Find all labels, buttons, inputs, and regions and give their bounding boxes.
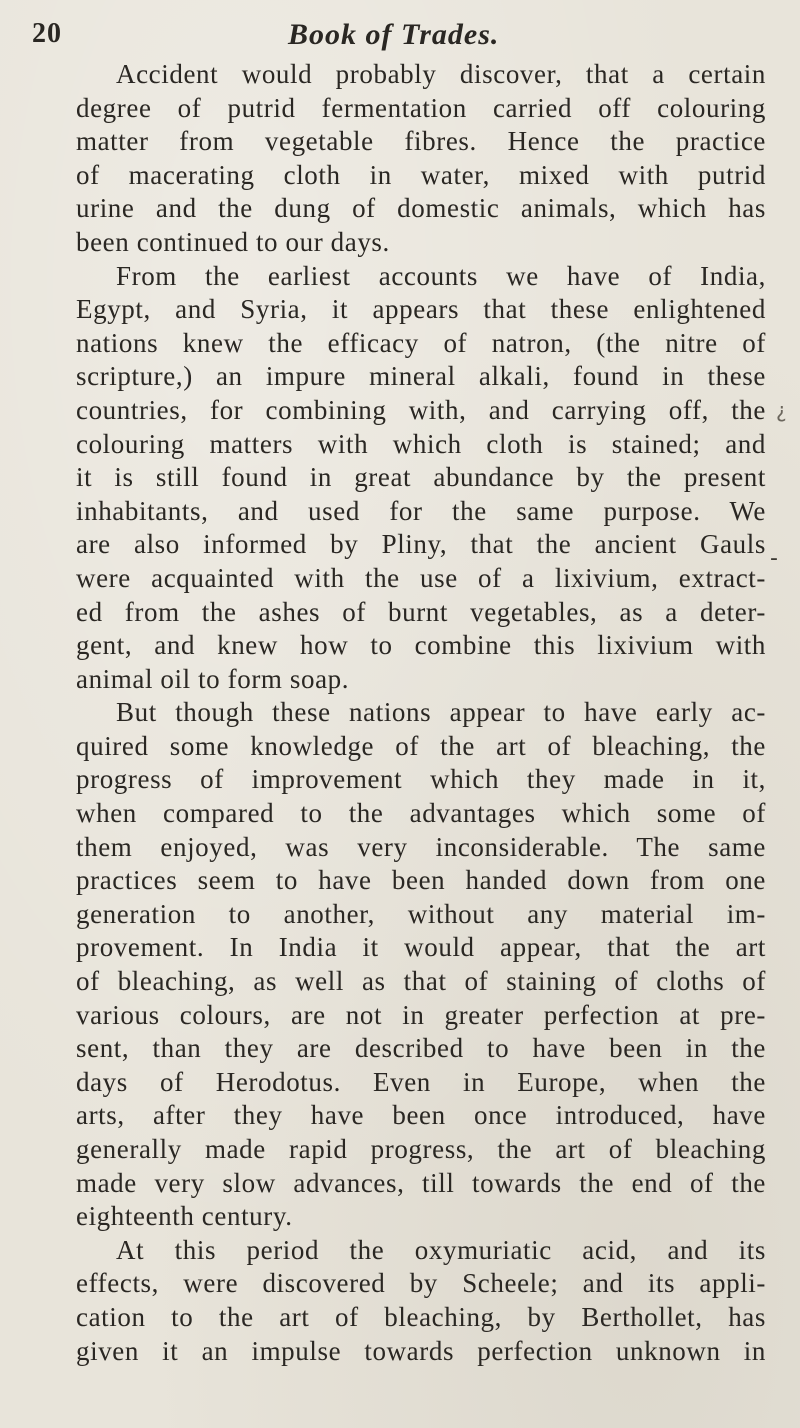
text-line: Accident would probably discover, that a certain xyxy=(116,59,766,89)
margin-dash: - xyxy=(770,546,778,571)
text-line: progress of improvement which they made in it, xyxy=(76,764,766,795)
text-line: made very slow advances, till towards the end of the xyxy=(76,1167,766,1198)
text-line: quired some knowledge of the art of bleaching, the xyxy=(76,730,766,761)
text-line: been continued to our days. xyxy=(76,226,390,257)
text-line: From the earliest accounts we have of India, xyxy=(116,260,766,291)
body-text xyxy=(76,58,766,1368)
text-line: generation to another, without any material im- xyxy=(76,898,766,929)
page-number: 20 xyxy=(32,18,62,49)
text-line: inhabitants, and used for the same purpose. We xyxy=(76,495,766,526)
margin-mark: ¿ xyxy=(776,398,787,422)
text-line: them enjoyed, was very inconsiderable. The same xyxy=(76,831,766,862)
text-line: it is still found in great abundance by the present xyxy=(76,462,766,493)
paragraph xyxy=(76,696,766,1234)
text-line: practices seem to have been handed down from one xyxy=(76,865,766,896)
running-head xyxy=(32,18,772,58)
text-line: given it an impulse towards perfection unknown in xyxy=(76,1335,766,1366)
text-line: when compared to the advantages which some of xyxy=(76,798,766,829)
text-line: Egypt, and Syria, it appears that these enlightened xyxy=(76,294,766,325)
paragraph xyxy=(76,1234,766,1368)
text-line: eighteenth century. xyxy=(76,1201,293,1232)
text-line: nations knew the efficacy of natron, (the nitre of xyxy=(76,327,766,358)
text-line: of bleaching, as well as that of staining of cloths of xyxy=(76,966,766,997)
text-line: urine and the dung of domestic animals, which has xyxy=(76,193,766,224)
text-line: At this period the oxymuriatic acid, and its xyxy=(116,1234,766,1265)
text-line: generally made rapid progress, the art of bleaching xyxy=(76,1134,766,1164)
text-line: But though these nations appear to have early ac- xyxy=(116,697,766,728)
text-line: are also informed by Pliny, that the ancient Gauls xyxy=(76,529,766,560)
text-line: were acquainted with the use of a lixivium, extract- xyxy=(76,562,766,593)
text-line: gent, and knew how to combine this lixivium with xyxy=(76,630,766,661)
paragraph xyxy=(76,58,766,260)
text-line: effects, were discovered by Scheele; and its appli- xyxy=(76,1268,766,1299)
text-line: degree of putrid fermentation carried off colouring xyxy=(76,92,766,123)
text-line: days of Herodotus. Even in Europe, when the xyxy=(76,1066,766,1097)
text-line: countries, for combining with, and carrying off, the xyxy=(76,394,766,425)
text-line: colouring matters with which cloth is stained; and xyxy=(76,428,766,459)
paragraph xyxy=(76,260,766,697)
text-line: various colours, are not in greater perfection at pre- xyxy=(76,999,766,1030)
text-line: sent, than they are described to have been in the xyxy=(76,1033,766,1064)
text-line: provement. In India it would appear, that the art xyxy=(76,932,766,963)
text-line: matter from vegetable fibres. Hence the practice xyxy=(76,126,766,157)
text-line: arts, after they have been once introduced, have xyxy=(76,1100,766,1131)
text-line: of macerating cloth in water, mixed with putrid xyxy=(76,159,766,190)
text-line: cation to the art of bleaching, by Berthollet, has xyxy=(76,1301,766,1332)
text-line: animal oil to form soap. xyxy=(76,663,350,694)
running-title: Book of Trades. xyxy=(288,18,500,51)
text-line: ed from the ashes of burnt vegetables, as a deter- xyxy=(76,596,766,627)
text-line: scripture,) an impure mineral alkali, found in these xyxy=(76,361,766,392)
